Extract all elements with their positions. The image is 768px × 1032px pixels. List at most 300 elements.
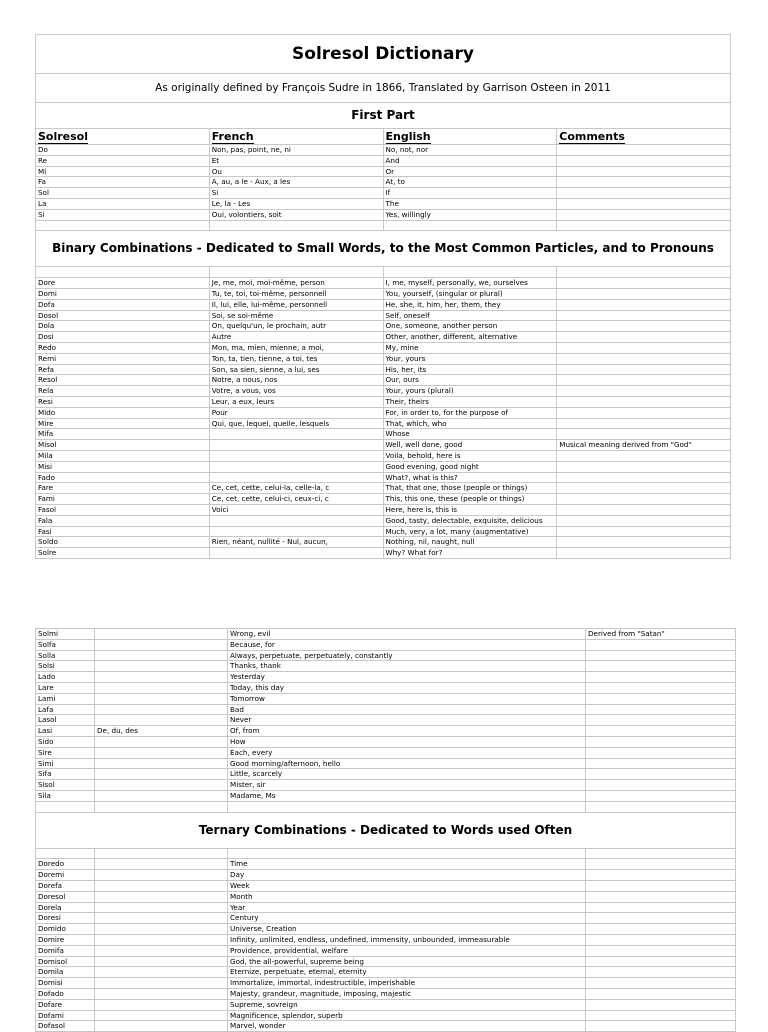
cell-french: Ce, cet, cette, celui-ci, ceux-ci, c (209, 494, 383, 505)
empty-cell (209, 220, 383, 231)
empty-cell (228, 848, 586, 859)
cell-english: Or (383, 166, 557, 177)
cell-french (209, 515, 383, 526)
cell-solresol: Lafa (36, 704, 95, 715)
table-row (36, 726, 736, 737)
table-row (36, 870, 736, 881)
cell-english: Eternize, perpetuate, eternal, eternity (228, 967, 586, 978)
cell-solresol: Domi (36, 288, 210, 299)
cell-english: Tomorrow (228, 693, 586, 704)
cell-comments (557, 450, 731, 461)
cell-english: Immortalize, immortal, indestructible, imperishable (228, 978, 586, 989)
cell-comments (557, 429, 731, 440)
section-heading-first-part: First Part (36, 103, 731, 129)
table-row (36, 629, 736, 640)
cell-french: Votre, a vous, vos (209, 386, 383, 397)
cell-comments (586, 924, 736, 935)
cell-comments (557, 461, 731, 472)
column-header-row (36, 129, 731, 145)
cell-solresol: Dore (36, 278, 210, 289)
table-row (36, 188, 731, 199)
cell-french (95, 934, 228, 945)
cell-comments (586, 913, 736, 924)
cell-solresol: Sido (36, 736, 95, 747)
cell-comments (586, 978, 736, 989)
cell-french (95, 967, 228, 978)
cell-french (209, 440, 383, 451)
cell-solresol: Fasol (36, 504, 210, 515)
table-row (36, 999, 736, 1010)
column-header-comments: Comments (557, 129, 731, 145)
cell-solresol: Doresol (36, 891, 95, 902)
table-row (36, 407, 731, 418)
cell-comments (586, 672, 736, 683)
table-row (36, 177, 731, 188)
cell-solresol: Lami (36, 693, 95, 704)
cell-english: At, to (383, 177, 557, 188)
cell-french: Ou (209, 166, 383, 177)
cell-french: Notre, a nous, nos (209, 375, 383, 386)
cell-solresol: Fasi (36, 526, 210, 537)
cell-comments: Musical meaning derived from "God" (557, 440, 731, 451)
cell-french: A, au, a le - Aux, a les (209, 177, 383, 188)
cell-comments (586, 769, 736, 780)
cell-english: Self, oneself (383, 310, 557, 321)
cell-solresol: Doredo (36, 859, 95, 870)
subtitle-row (36, 74, 731, 103)
cell-comments: Derived from "Satan" (586, 629, 736, 640)
cell-solresol: Domido (36, 924, 95, 935)
cell-french (95, 780, 228, 791)
cell-english: How (228, 736, 586, 747)
cell-french (95, 859, 228, 870)
cell-solresol: Do (36, 145, 210, 156)
cell-french: Pour (209, 407, 383, 418)
table-row (36, 880, 736, 891)
cell-french (95, 999, 228, 1010)
cell-comments (557, 353, 731, 364)
cell-english: Well, well done, good (383, 440, 557, 451)
cell-solresol: Redo (36, 342, 210, 353)
cell-comments (557, 494, 731, 505)
cell-french: Rien, néant, nullité - Nul, aucun, (209, 537, 383, 548)
cell-comments (557, 526, 731, 537)
cell-english: Whose (383, 429, 557, 440)
cell-solresol: Simi (36, 758, 95, 769)
cell-solresol: Resi (36, 396, 210, 407)
table-row (36, 299, 731, 310)
cell-solresol: Rela (36, 386, 210, 397)
cell-french (95, 978, 228, 989)
cell-french (95, 682, 228, 693)
empty-cell (36, 848, 95, 859)
table-row (36, 155, 731, 166)
title-row (36, 35, 731, 74)
cell-solresol: Lasi (36, 726, 95, 737)
cell-comments (557, 483, 731, 494)
cell-solresol: Solfa (36, 639, 95, 650)
cell-french (95, 956, 228, 967)
cell-english: Yesterday (228, 672, 586, 683)
table-row (36, 902, 736, 913)
cell-solresol: Sire (36, 747, 95, 758)
empty-cell (95, 801, 228, 812)
cell-english: Always, perpetuate, perpetuately, constantly (228, 650, 586, 661)
cell-english: His, her, its (383, 364, 557, 375)
cell-english: If (383, 188, 557, 199)
cell-solresol: Misol (36, 440, 210, 451)
cell-french: Je, me, moi, moi-même, person (209, 278, 383, 289)
table-row (36, 747, 736, 758)
cell-solresol: Resol (36, 375, 210, 386)
cell-solresol: Mila (36, 450, 210, 461)
cell-comments (557, 396, 731, 407)
cell-english: Year (228, 902, 586, 913)
cell-french: Tu, te, toi, toi-même, personnell (209, 288, 383, 299)
section-row-ternary (36, 812, 736, 848)
blank-row (36, 267, 731, 278)
cell-french (95, 870, 228, 881)
cell-french: Son, sa sien, sienne, a lui, ses (209, 364, 383, 375)
cell-comments (557, 155, 731, 166)
blank-row (36, 848, 736, 859)
table-row (36, 396, 731, 407)
cell-french: Et (209, 155, 383, 166)
cell-french (209, 461, 383, 472)
cell-comments (586, 661, 736, 672)
cell-comments (586, 870, 736, 881)
cell-comments (557, 332, 731, 343)
table-row (36, 682, 736, 693)
cell-english: Of, from (228, 726, 586, 737)
cell-english: Century (228, 913, 586, 924)
table-row (36, 1021, 736, 1032)
cell-comments (557, 472, 731, 483)
cell-french (95, 891, 228, 902)
table-row (36, 988, 736, 999)
cell-english: Marvel, wonder (228, 1021, 586, 1032)
column-header-english: English (383, 129, 557, 145)
cell-french: Qui, que, lequel, quelle, lesquels (209, 418, 383, 429)
cell-comments (586, 988, 736, 999)
cell-english: My, mine (383, 342, 557, 353)
cell-solresol: Dofami (36, 1010, 95, 1021)
dictionary-sheet-bottom (35, 628, 736, 1032)
empty-cell (383, 267, 557, 278)
cell-french (95, 693, 228, 704)
cell-english: For, in order to, for the purpose of (383, 407, 557, 418)
table-row (36, 450, 731, 461)
cell-english: Good evening, good night (383, 461, 557, 472)
cell-french (95, 639, 228, 650)
cell-french (95, 913, 228, 924)
cell-english: And (383, 155, 557, 166)
section-row-binary (36, 231, 731, 267)
empty-cell (586, 848, 736, 859)
cell-solresol: Soldo (36, 537, 210, 548)
table-row (36, 504, 731, 515)
cell-comments (557, 504, 731, 515)
table-row (36, 639, 736, 650)
cell-english: Their, theirs (383, 396, 557, 407)
cell-comments (557, 177, 731, 188)
table-row (36, 693, 736, 704)
cell-english: Time (228, 859, 586, 870)
cell-english: Your, yours (plural) (383, 386, 557, 397)
cell-english: Magnificence, splendor, superb (228, 1010, 586, 1021)
cell-french (95, 769, 228, 780)
cell-comments (586, 650, 736, 661)
table-row (36, 209, 731, 220)
cell-french: Leur, a eux, leurs (209, 396, 383, 407)
table-row (36, 924, 736, 935)
empty-cell (36, 267, 210, 278)
table-row (36, 790, 736, 801)
table-row (36, 537, 731, 548)
table-row (36, 145, 731, 156)
cell-solresol: Domila (36, 967, 95, 978)
cell-solresol: Dofare (36, 999, 95, 1010)
cell-english: Why? What for? (383, 548, 557, 559)
cell-english: One, someone, another person (383, 321, 557, 332)
table-row (36, 278, 731, 289)
cell-solresol: Domisol (36, 956, 95, 967)
cell-solresol: Mire (36, 418, 210, 429)
cell-english: Your, yours (383, 353, 557, 364)
table-row (36, 758, 736, 769)
cell-comments (586, 715, 736, 726)
cell-english: What?, what is this? (383, 472, 557, 483)
cell-english: Never (228, 715, 586, 726)
empty-cell (36, 801, 95, 812)
cell-comments (557, 321, 731, 332)
cell-french: Soi, se soi-même (209, 310, 383, 321)
empty-cell (228, 801, 586, 812)
cell-comments (586, 736, 736, 747)
cell-french (95, 988, 228, 999)
cell-solresol: Doremi (36, 870, 95, 881)
cell-french: Ton, ta, tien, tienne, a toi, tes (209, 353, 383, 364)
cell-french (95, 1021, 228, 1032)
cell-english: Good, tasty, delectable, exquisite, delicious (383, 515, 557, 526)
table-row (36, 934, 736, 945)
cell-comments (557, 166, 731, 177)
cell-french: Oui, volontiers, soit (209, 209, 383, 220)
cell-comments (586, 758, 736, 769)
table-row (36, 364, 731, 375)
cell-english: That, which, who (383, 418, 557, 429)
cell-comments (557, 364, 731, 375)
cell-french: Non, pas, point, ne, ni (209, 145, 383, 156)
cell-english: You, yourself, (singular or plural) (383, 288, 557, 299)
cell-comments (586, 934, 736, 945)
empty-cell (209, 267, 383, 278)
cell-comments (557, 537, 731, 548)
cell-comments (557, 145, 731, 156)
cell-english: Infinity, unlimited, endless, undefined, immensity, unbounded, immeasurable (228, 934, 586, 945)
table-row (36, 650, 736, 661)
cell-french: On, quelqu'un, le prochain, autr (209, 321, 383, 332)
cell-french: Le, la - Les (209, 198, 383, 209)
cell-french: Si (209, 188, 383, 199)
cell-solresol: Dosol (36, 310, 210, 321)
cell-english: Wrong, evil (228, 629, 586, 640)
cell-english: He, she, it, him, her, them, they (383, 299, 557, 310)
cell-english: Much, very, a lot, many (augmentative) (383, 526, 557, 537)
document-title: Solresol Dictionary (36, 35, 731, 74)
cell-english: Good morning/afternoon, hello (228, 758, 586, 769)
cell-solresol: Remi (36, 353, 210, 364)
empty-cell (383, 220, 557, 231)
cell-solresol: Mifa (36, 429, 210, 440)
cell-french: De, du, des (95, 726, 228, 737)
section-heading-ternary: Ternary Combinations - Dedicated to Words used Often (36, 812, 736, 848)
cell-english: Month (228, 891, 586, 902)
table-row (36, 526, 731, 537)
cell-english: Our, ours (383, 375, 557, 386)
cell-comments (586, 693, 736, 704)
cell-solresol: Mido (36, 407, 210, 418)
cell-english: Madame, Ms (228, 790, 586, 801)
document-subtitle: As originally defined by François Sudre in 1866, Translated by Garrison Osteen in 2011 (36, 74, 731, 103)
table-row (36, 859, 736, 870)
cell-solresol: Sila (36, 790, 95, 801)
cell-english: Universe, Creation (228, 924, 586, 935)
cell-english: Day (228, 870, 586, 881)
table-row (36, 967, 736, 978)
table-row (36, 978, 736, 989)
cell-solresol: Solsi (36, 661, 95, 672)
cell-english: I, me, myself, personally, we, ourselves (383, 278, 557, 289)
cell-english: Each, every (228, 747, 586, 758)
table-row (36, 440, 731, 451)
cell-comments (586, 956, 736, 967)
table-row (36, 769, 736, 780)
cell-english: Nothing, nil, naught, null (383, 537, 557, 548)
cell-english: The (383, 198, 557, 209)
cell-comments (557, 188, 731, 199)
table-row (36, 321, 731, 332)
cell-french: Autre (209, 332, 383, 343)
cell-french: Mon, ma, mien, mienne, a moi, (209, 342, 383, 353)
cell-comments (557, 548, 731, 559)
table-row (36, 715, 736, 726)
table-row (36, 780, 736, 791)
cell-comments (586, 726, 736, 737)
table-row (36, 342, 731, 353)
table-row (36, 375, 731, 386)
cell-solresol: Solre (36, 548, 210, 559)
cell-comments (586, 880, 736, 891)
cell-comments (557, 386, 731, 397)
cell-solresol: Re (36, 155, 210, 166)
table-row (36, 418, 731, 429)
cell-solresol: Sol (36, 188, 210, 199)
table-row (36, 956, 736, 967)
cell-solresol: Si (36, 209, 210, 220)
cell-french (95, 747, 228, 758)
cell-solresol: Lare (36, 682, 95, 693)
cell-comments (557, 278, 731, 289)
cell-french (95, 715, 228, 726)
cell-solresol: Dofado (36, 988, 95, 999)
table-row (36, 310, 731, 321)
table-row (36, 704, 736, 715)
cell-comments (557, 375, 731, 386)
cell-solresol: Domifa (36, 945, 95, 956)
cell-solresol: Solla (36, 650, 95, 661)
cell-english: Little, scarcely (228, 769, 586, 780)
table-row (36, 891, 736, 902)
empty-cell (586, 801, 736, 812)
cell-solresol: Fa (36, 177, 210, 188)
cell-comments (586, 999, 736, 1010)
column-header-solresol: Solresol (36, 129, 210, 145)
cell-french (95, 902, 228, 913)
table-row (36, 548, 731, 559)
table-row (36, 386, 731, 397)
empty-cell (36, 220, 210, 231)
cell-english: This, this one, these (people or things) (383, 494, 557, 505)
cell-french (95, 650, 228, 661)
cell-comments (557, 310, 731, 321)
cell-french (95, 758, 228, 769)
cell-comments (557, 418, 731, 429)
table-row (36, 461, 731, 472)
cell-solresol: Lasol (36, 715, 95, 726)
cell-english: That, that one, those (people or things) (383, 483, 557, 494)
cell-french (95, 945, 228, 956)
cell-english: Providence, providential, welfare (228, 945, 586, 956)
table-row (36, 198, 731, 209)
cell-comments (557, 342, 731, 353)
cell-solresol: Solmi (36, 629, 95, 640)
cell-english: Voila, behold, here is (383, 450, 557, 461)
cell-french (95, 880, 228, 891)
table-row (36, 515, 731, 526)
table-row (36, 672, 736, 683)
cell-solresol: Fare (36, 483, 210, 494)
cell-french: Ce, cet, cette, celui-la, celle-la, c (209, 483, 383, 494)
cell-comments (586, 902, 736, 913)
cell-comments (557, 299, 731, 310)
cell-solresol: Lado (36, 672, 95, 683)
cell-solresol: Dorela (36, 902, 95, 913)
cell-french (95, 704, 228, 715)
cell-english: Bad (228, 704, 586, 715)
cell-comments (557, 288, 731, 299)
cell-french: Voici (209, 504, 383, 515)
cell-french (209, 526, 383, 537)
section-heading-binary: Binary Combinations - Dedicated to Small Words, to the Most Common Particles, and to Pronouns (36, 231, 731, 267)
cell-french: Il, lui, elle, lui-même, personnell (209, 299, 383, 310)
cell-english: Majesty, grandeur, magnitude, imposing, majestic (228, 988, 586, 999)
cell-solresol: Sifa (36, 769, 95, 780)
cell-french (209, 472, 383, 483)
cell-french (209, 548, 383, 559)
cell-comments (557, 209, 731, 220)
cell-comments (586, 682, 736, 693)
table-row (36, 661, 736, 672)
blank-row (36, 801, 736, 812)
column-header-french: French (209, 129, 383, 145)
cell-french (209, 450, 383, 461)
cell-solresol: Dosi (36, 332, 210, 343)
cell-english: Today, this day (228, 682, 586, 693)
cell-french (95, 1010, 228, 1021)
cell-solresol: Fado (36, 472, 210, 483)
table-row (36, 429, 731, 440)
